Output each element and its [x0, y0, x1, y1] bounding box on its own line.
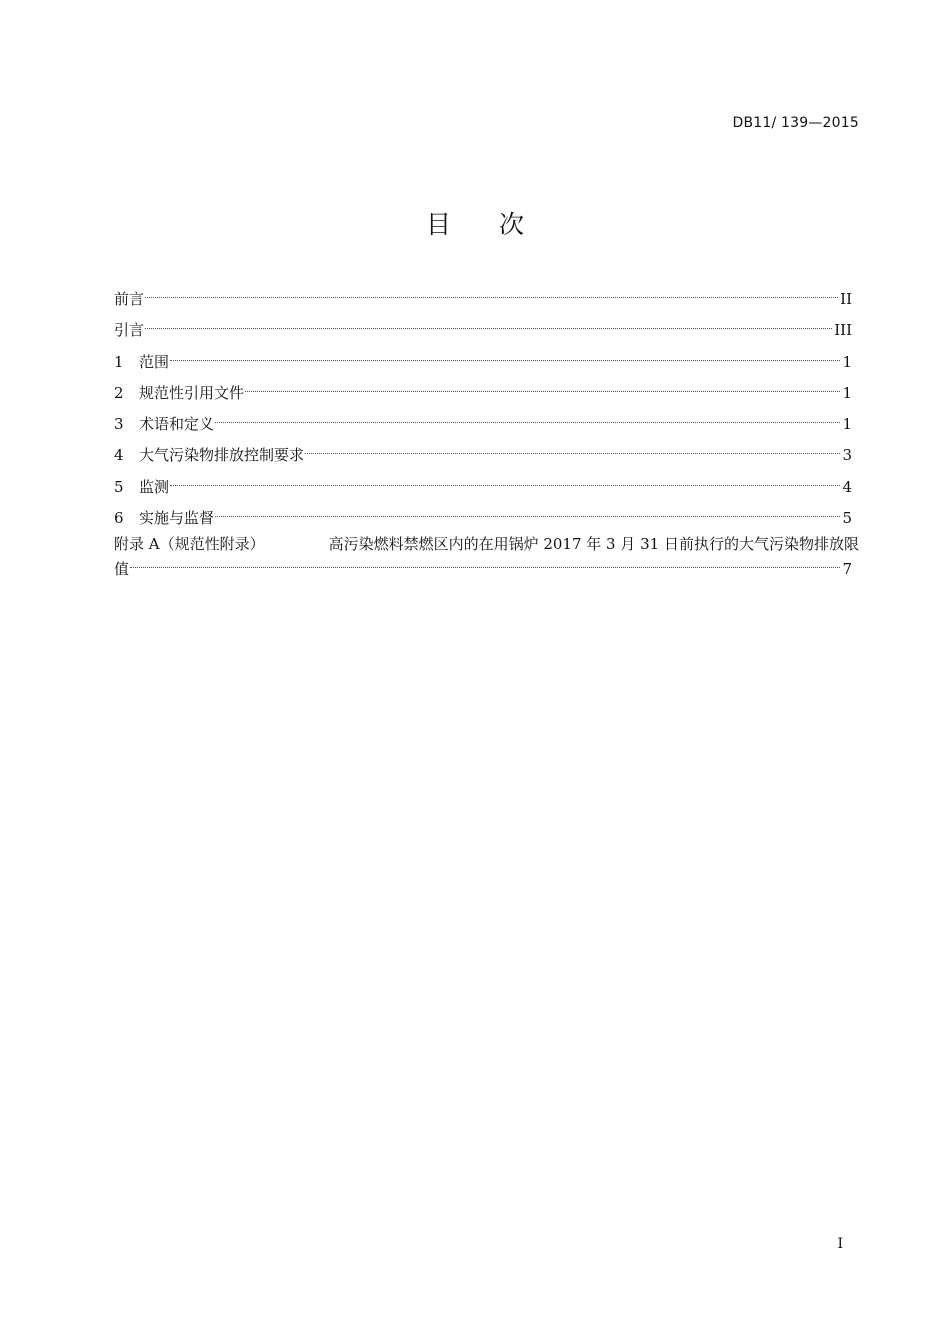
toc-leader-dots	[145, 297, 838, 298]
toc-entry-page: II	[840, 290, 852, 308]
toc-entry-label: 监测	[139, 477, 170, 496]
toc-entry-foreword[interactable]	[114, 284, 852, 315]
toc-leader-dots	[215, 422, 840, 423]
toc-entry-label: 范围	[139, 352, 170, 371]
toc-leader-dots	[170, 360, 840, 361]
toc-leader-dots	[245, 391, 840, 392]
toc-entry-page: 1	[842, 383, 852, 402]
toc-entry-label: 大气污染物排放控制要求	[139, 446, 305, 465]
toc-entry-page: 1	[842, 352, 852, 371]
annex-description: 高污染燃料禁燃区内的在用锅炉 2017 年 3 月 31 日前执行的大气污染物排放限	[328, 535, 859, 554]
toc-entry-number: 2	[114, 383, 124, 402]
annex-label: 附录 A（规范性附录）	[114, 535, 265, 554]
toc-entry-normative-references[interactable]	[114, 378, 852, 409]
standard-code: DB11/ 139—2015	[732, 115, 859, 131]
toc-entry-label: 规范性引用文件	[139, 383, 245, 402]
title-char-2: 次	[499, 210, 525, 239]
toc-leader-dots	[145, 328, 832, 329]
toc-entry-terms-definitions[interactable]	[114, 409, 852, 440]
toc-entry-page: 5	[842, 509, 852, 528]
toc-entry-emission-requirements[interactable]	[114, 440, 852, 471]
toc-leader-dots	[215, 516, 840, 517]
toc-entry-label: 引言	[114, 321, 145, 340]
page-number: I	[837, 1236, 843, 1252]
toc-entry-page: 4	[842, 477, 852, 496]
annex-first-line	[114, 532, 859, 557]
toc-entry-label: 实施与监督	[139, 509, 215, 528]
toc-leader-dots	[130, 567, 840, 568]
toc-entry-page: 7	[842, 560, 852, 579]
toc-entry-page: III	[834, 321, 852, 340]
toc-entry-scope[interactable]	[114, 347, 852, 378]
toc-entry-number: 5	[114, 477, 124, 496]
page-title	[0, 205, 950, 241]
toc-entry-page: 3	[842, 446, 852, 465]
toc-entry-label: 术语和定义	[139, 415, 215, 434]
toc-entry-page: 1	[842, 415, 852, 434]
annex-second-line	[114, 557, 852, 582]
toc-entry-label: 前言	[114, 290, 145, 308]
toc-entry-implementation[interactable]	[114, 503, 852, 534]
table-of-contents	[114, 284, 859, 582]
title-char-1: 目	[425, 210, 451, 239]
toc-entry-number: 3	[114, 415, 124, 434]
toc-entry-number: 1	[114, 352, 124, 371]
annex-description-continued: 值	[114, 560, 130, 579]
toc-leader-dots	[170, 485, 840, 486]
toc-entry-number: 6	[114, 509, 124, 528]
toc-leader-dots	[305, 453, 840, 454]
toc-entry-annex-a[interactable]	[114, 532, 859, 582]
toc-entry-introduction[interactable]	[114, 315, 852, 346]
toc-entry-monitoring[interactable]	[114, 472, 852, 503]
toc-entry-number: 4	[114, 446, 124, 465]
